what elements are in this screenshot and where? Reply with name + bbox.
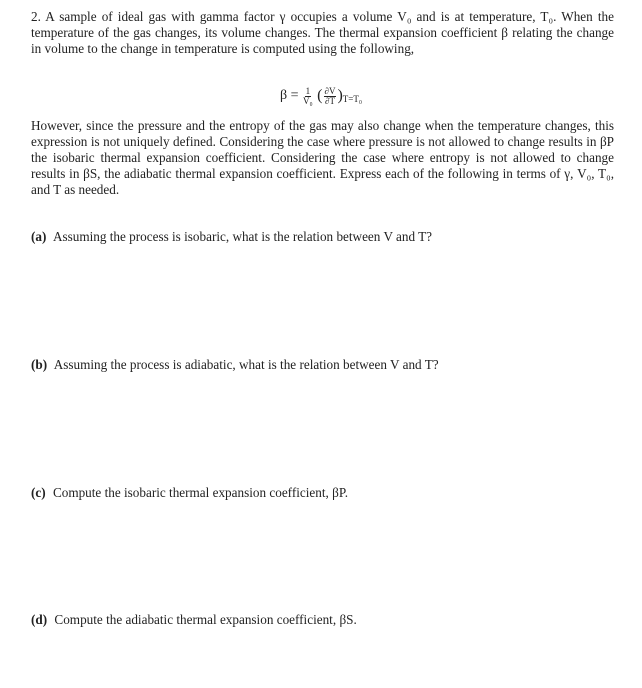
answer-space-c (31, 506, 614, 596)
question-c (31, 485, 614, 501)
equation-partial-derivative (324, 87, 337, 106)
fraction-denominator: V₀ (303, 95, 313, 106)
question-a (31, 229, 614, 245)
question-d (31, 612, 614, 628)
evaluation-subscript: T=T₀ (342, 94, 362, 105)
question-c-label: (c) (31, 485, 46, 500)
derivative-denominator: ∂T (325, 95, 335, 106)
question-b (31, 357, 614, 373)
equation-fraction-one-over-v0 (303, 87, 313, 106)
question-a-label: (a) (31, 229, 47, 244)
question-b-text: Assuming the process is adiabatic, what is the relation between V and T? (53, 357, 439, 372)
answer-space-b (31, 378, 614, 468)
beta-equation (0, 86, 642, 109)
problem-intro: 2. A sample of ideal gas with gamma factor γ occupies a volume V₀ and is at temperature, T₀. When the temperature of the gas changes, its volume changes. The thermal expansion coefficient β relating the change in volume to the change in temperature is computed using the following, (31, 9, 614, 56)
left-paren: ( (317, 87, 323, 104)
question-d-label: (d) (31, 612, 48, 627)
derivative-numerator: ∂V (324, 85, 336, 96)
question-d-text: Compute the adiabatic thermal expansion coefficient, βS. (54, 612, 357, 627)
fraction-numerator: 1 (305, 85, 311, 96)
question-a-text: Assuming the process is isobaric, what is the relation between V and T? (52, 229, 433, 244)
right-paren: ) (337, 87, 343, 104)
question-c-text: Compute the isobaric thermal expansion coefficient, βP. (52, 485, 348, 500)
problem-continuation: However, since the pressure and the entropy of the gas may also change when the temperature changes, this expression is not uniquely defined. Considering the case where pressure is not allowed to change results in βP the isobaric thermal expansion coefficient. Considering the case where entropy is not allowed to change results in βS, the adiabatic thermal expansion coefficient. Express each of the following in terms of γ, V₀, T₀, and T as needed. (31, 118, 614, 197)
question-b-label: (b) (31, 357, 48, 372)
equation-lhs: β = (280, 88, 299, 104)
answer-space-a (31, 250, 614, 340)
